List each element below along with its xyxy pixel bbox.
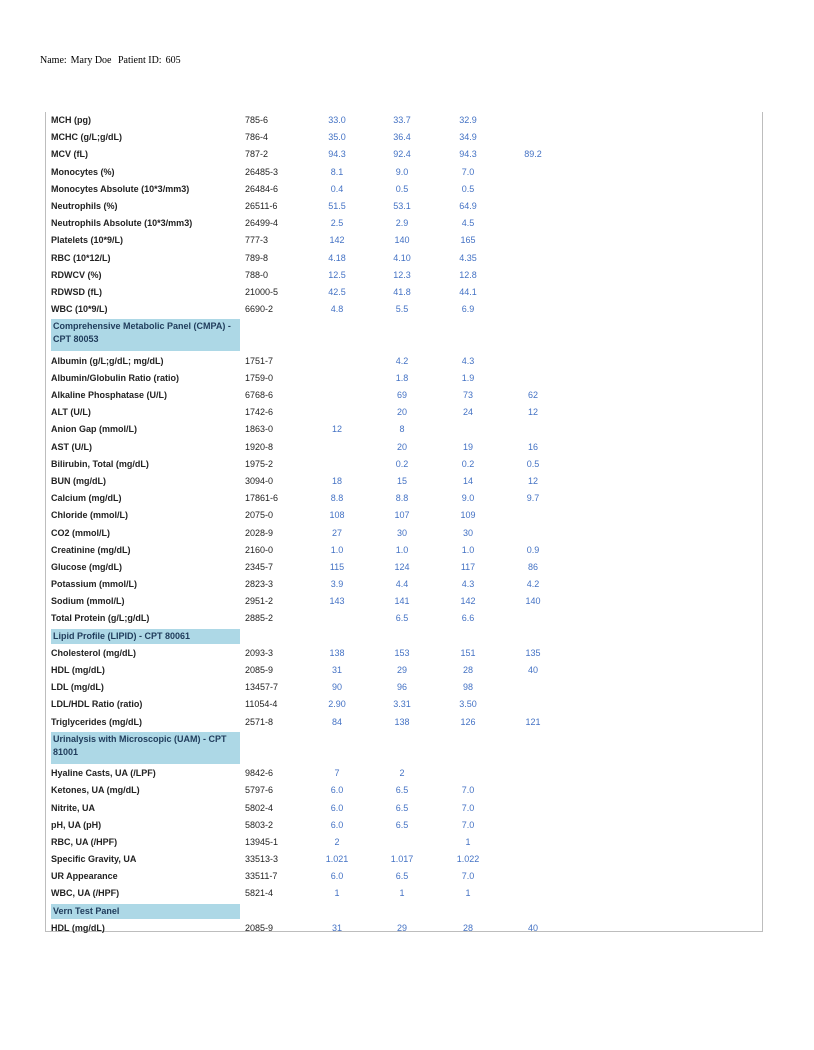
result-value: 5.5 [395, 304, 409, 315]
result-value: 7.0 [461, 871, 475, 882]
result-value: 2.5 [330, 218, 344, 229]
result-value: 1.0 [461, 544, 475, 555]
result-value: 1 [399, 888, 405, 899]
section-title: Lipid Profile (LIPID) - CPT 80061 [51, 629, 240, 644]
table-row [51, 610, 751, 627]
table-row [51, 181, 751, 198]
result-value: 6.0 [330, 802, 344, 813]
table-row [51, 301, 751, 318]
table-row [51, 800, 751, 817]
loinc-code: 786-4 [245, 132, 269, 143]
table-row [51, 215, 751, 232]
result-value: 0.5 [395, 183, 409, 194]
result-value: 30 [396, 527, 407, 538]
result-value: 4.3 [461, 579, 475, 590]
loinc-code: 26484-6 [245, 183, 279, 194]
table-row [51, 112, 751, 129]
result-value: 33.0 [328, 115, 346, 125]
result-value: 40 [527, 922, 538, 933]
result-value: 6.5 [395, 802, 409, 813]
result-value: 1.017 [390, 854, 414, 865]
test-name: Chloride (mmol/L) [51, 510, 128, 521]
result-value: 98 [462, 682, 473, 693]
section-header-row [51, 318, 751, 352]
result-value: 20 [396, 441, 407, 452]
loinc-code: 5821-4 [245, 888, 274, 899]
result-value: 138 [329, 647, 345, 658]
result-value: 64.9 [459, 200, 477, 211]
result-value: 1 [465, 888, 471, 899]
loinc-code: 1742-6 [245, 407, 274, 418]
result-value: 7.0 [461, 802, 475, 813]
test-name: HDL (mg/dL) [51, 922, 105, 933]
result-value: 0.4 [330, 183, 344, 194]
loinc-code: 6690-2 [245, 304, 274, 315]
test-name: Potassium (mmol/L) [51, 579, 138, 590]
result-value: 4.8 [330, 304, 344, 315]
loinc-code: 2085-9 [245, 922, 274, 933]
result-value: 73 [462, 390, 473, 401]
result-value: 3.9 [330, 579, 344, 590]
test-name: BUN (mg/dL) [51, 475, 106, 486]
result-value: 135 [525, 647, 541, 658]
test-name: Hyaline Casts, UA (/LPF) [51, 768, 156, 779]
loinc-code: 2160-0 [245, 544, 274, 555]
table-row [51, 387, 751, 404]
test-name: Calcium (mg/dL) [51, 493, 122, 504]
result-value: 30 [462, 527, 473, 538]
table-row [51, 353, 751, 370]
result-value: 0.5 [526, 458, 540, 469]
test-name: Neutrophils Absolute (10*3/mm3) [51, 218, 193, 229]
table-row [51, 714, 751, 731]
table-row [51, 129, 751, 146]
loinc-code: 2093-3 [245, 647, 274, 658]
test-name: MCHC (g/L;g/dL) [51, 132, 122, 143]
loinc-code: 13945-1 [245, 836, 279, 847]
result-value: 142 [329, 235, 345, 246]
result-value: 6.9 [461, 304, 475, 315]
result-value: 0.2 [395, 458, 409, 469]
result-value: 90 [331, 682, 342, 693]
loinc-code: 9842-6 [245, 768, 274, 779]
result-value: 7.0 [461, 166, 475, 177]
result-value: 2 [399, 768, 405, 779]
test-name: Monocytes (%) [51, 166, 115, 177]
name-label: Name: [40, 55, 67, 66]
result-value: 84 [331, 716, 342, 727]
patient-header [40, 55, 185, 66]
loinc-code: 3094-0 [245, 475, 274, 486]
table-row [51, 782, 751, 799]
result-value: 12.5 [328, 269, 346, 280]
results-table [51, 112, 751, 937]
loinc-code: 2823-3 [245, 579, 274, 590]
result-value: 8 [399, 424, 405, 435]
loinc-code: 6768-6 [245, 390, 274, 401]
table-row [51, 696, 751, 713]
table-row [51, 559, 751, 576]
result-value: 8.8 [330, 493, 344, 504]
result-value: 16 [527, 441, 538, 452]
test-name: Triglycerides (mg/dL) [51, 716, 143, 727]
loinc-code: 1759-0 [245, 372, 274, 383]
result-value: 3.31 [393, 699, 411, 710]
result-value: 1 [465, 836, 471, 847]
test-name: WBC (10*9/L) [51, 304, 108, 315]
result-value: 6.5 [395, 613, 409, 624]
test-name: MCV (fL) [51, 149, 88, 160]
test-name: Platelets (10*9/L) [51, 235, 124, 246]
result-value: 4.10 [393, 252, 411, 263]
test-name: CO2 (mmol/L) [51, 527, 111, 538]
result-value: 6.6 [461, 613, 475, 624]
result-value: 7.0 [461, 785, 475, 796]
result-value: 31 [331, 665, 342, 676]
result-value: 165 [460, 235, 476, 246]
loinc-code: 17861-6 [245, 493, 279, 504]
table-row [51, 473, 751, 490]
result-value: 1 [334, 888, 340, 899]
result-value: 53.1 [393, 200, 411, 211]
table-row [51, 868, 751, 885]
section-header-row [51, 731, 751, 765]
test-name: Creatinine (mg/dL) [51, 544, 131, 555]
result-value: 32.9 [459, 115, 477, 125]
loinc-code: 11054-4 [245, 699, 278, 710]
test-name: LDL/HDL Ratio (ratio) [51, 699, 143, 710]
result-value: 140 [394, 235, 410, 246]
result-value: 140 [525, 596, 541, 607]
table-row [51, 834, 751, 851]
test-name: Bilirubin, Total (mg/dL) [51, 458, 149, 469]
loinc-code: 33513-3 [245, 854, 279, 865]
table-row [51, 456, 751, 473]
result-value: 4.35 [459, 252, 477, 263]
test-name: Anion Gap (mmol/L) [51, 424, 137, 435]
result-value: 126 [460, 716, 476, 727]
patient-name: Mary Doe [70, 55, 112, 66]
result-value: 24 [462, 407, 473, 418]
result-value: 44.1 [459, 286, 477, 297]
test-name: LDL (mg/dL) [51, 682, 104, 693]
test-name: pH, UA (pH) [51, 819, 102, 830]
test-name: Total Protein (g/L;g/dL) [51, 613, 150, 624]
result-value: 151 [460, 647, 476, 658]
loinc-code: 13457-7 [245, 682, 279, 693]
table-row [51, 439, 751, 456]
loinc-code: 26485-3 [245, 166, 279, 177]
result-value: 1.9 [461, 372, 475, 383]
result-value: 33.7 [393, 115, 411, 125]
result-value: 9.7 [526, 493, 540, 504]
table-row [51, 679, 751, 696]
loinc-code: 2571-8 [245, 716, 274, 727]
loinc-code: 2085-9 [245, 665, 274, 676]
result-value: 6.0 [330, 819, 344, 830]
result-value: 6.5 [395, 785, 409, 796]
result-value: 8.1 [330, 166, 344, 177]
section-title: Vern Test Panel [51, 904, 240, 919]
result-value: 6.5 [395, 871, 409, 882]
test-name: Ketones, UA (mg/dL) [51, 785, 140, 796]
result-value: 12 [527, 407, 538, 418]
test-name: HDL (mg/dL) [51, 665, 105, 676]
table-row [51, 885, 751, 902]
test-name: Nitrite, UA [51, 802, 96, 813]
result-value: 109 [460, 510, 476, 521]
result-value: 96 [396, 682, 407, 693]
result-value: 94.3 [328, 149, 346, 160]
result-value: 94.3 [459, 149, 477, 160]
table-row [51, 765, 751, 782]
result-value: 0.2 [461, 458, 475, 469]
loinc-code: 1975-2 [245, 458, 274, 469]
section-header-row [51, 903, 751, 920]
result-value: 7 [334, 768, 340, 779]
loinc-code: 1863-0 [245, 424, 274, 435]
loinc-code: 789-8 [245, 252, 269, 263]
table-row [51, 404, 751, 421]
result-value: 2 [334, 836, 340, 847]
loinc-code: 26511-6 [245, 200, 278, 211]
loinc-code: 2345-7 [245, 561, 274, 572]
result-value: 0.9 [526, 544, 540, 555]
result-value: 1.0 [395, 544, 409, 555]
test-name: MCH (pg) [51, 115, 91, 125]
result-value: 40 [527, 665, 538, 676]
result-value: 12 [331, 424, 342, 435]
result-value: 69 [396, 390, 407, 401]
table-row [51, 542, 751, 559]
loinc-code: 21000-5 [245, 286, 279, 297]
test-name: Sodium (mmol/L) [51, 596, 125, 607]
result-value: 28 [462, 922, 473, 933]
test-name: ALT (U/L) [51, 407, 91, 418]
loinc-code: 777-3 [245, 235, 269, 246]
result-value: 18 [331, 475, 342, 486]
result-value: 35.0 [328, 132, 346, 143]
table-row [51, 576, 751, 593]
table-row [51, 421, 751, 438]
table-row [51, 267, 751, 284]
result-value: 107 [394, 510, 410, 521]
patient-id: 605 [165, 55, 181, 66]
section-title: Comprehensive Metabolic Panel (CMPA) - CPT 80053 [51, 319, 240, 351]
test-name: Specific Gravity, UA [51, 854, 137, 865]
loinc-code: 5802-4 [245, 802, 274, 813]
table-row [51, 507, 751, 524]
result-value: 143 [329, 596, 345, 607]
result-value: 27 [331, 527, 342, 538]
result-value: 4.2 [526, 579, 540, 590]
test-name: Albumin (g/L;g/dL; mg/dL) [51, 355, 164, 366]
result-value: 7.0 [461, 819, 475, 830]
result-value: 153 [394, 647, 410, 658]
table-row [51, 645, 751, 662]
result-value: 1.022 [456, 854, 480, 865]
result-value: 4.18 [328, 252, 346, 263]
result-value: 28 [462, 665, 473, 676]
result-value: 0.5 [461, 183, 475, 194]
test-name: AST (U/L) [51, 441, 92, 452]
test-name: Cholesterol (mg/dL) [51, 647, 136, 658]
table-row [51, 525, 751, 542]
loinc-code: 2885-2 [245, 613, 274, 624]
result-value: 2.90 [328, 699, 346, 710]
loinc-code: 2075-0 [245, 510, 274, 521]
result-value: 51.5 [328, 200, 346, 211]
result-value: 141 [394, 596, 410, 607]
result-value: 9.0 [461, 493, 475, 504]
loinc-code: 785-6 [245, 115, 269, 125]
result-value: 8.8 [395, 493, 409, 504]
test-name: Albumin/Globulin Ratio (ratio) [51, 372, 179, 383]
result-value: 108 [329, 510, 345, 521]
test-name: Alkaline Phosphatase (U/L) [51, 390, 168, 401]
loinc-code: 788-0 [245, 269, 269, 280]
test-name: RDWCV (%) [51, 269, 102, 280]
result-value: 138 [394, 716, 410, 727]
result-value: 6.5 [395, 819, 409, 830]
loinc-code: 33511-7 [245, 871, 278, 882]
table-row [51, 284, 751, 301]
section-title: Urinalysis with Microscopic (UAM) - CPT 81001 [51, 732, 240, 764]
result-value: 34.9 [459, 132, 477, 143]
result-value: 2.9 [395, 218, 409, 229]
result-value: 29 [396, 922, 407, 933]
table-row [51, 593, 751, 610]
loinc-code: 2028-9 [245, 527, 274, 538]
result-value: 142 [460, 596, 476, 607]
result-value: 3.50 [459, 699, 477, 710]
test-name: Neutrophils (%) [51, 200, 118, 211]
test-name: WBC, UA (/HPF) [51, 888, 120, 899]
result-value: 4.3 [461, 355, 475, 366]
result-value: 41.8 [393, 286, 411, 297]
result-value: 6.0 [330, 785, 344, 796]
table-row [51, 920, 751, 937]
table-row [51, 851, 751, 868]
table-row [51, 817, 751, 834]
loinc-code: 5797-6 [245, 785, 274, 796]
result-value: 4.4 [395, 579, 409, 590]
test-name: RBC, UA (/HPF) [51, 836, 118, 847]
test-name: UR Appearance [51, 871, 118, 882]
result-value: 12.8 [459, 269, 477, 280]
result-value: 1.021 [325, 854, 349, 865]
table-row [51, 370, 751, 387]
loinc-code: 5803-2 [245, 819, 274, 830]
table-row [51, 232, 751, 249]
patient-id-label: Patient ID: [117, 55, 162, 66]
result-value: 20 [396, 407, 407, 418]
result-value: 36.4 [393, 132, 411, 143]
test-name: RDWSD (fL) [51, 286, 102, 297]
result-value: 121 [525, 716, 541, 727]
table-row [51, 490, 751, 507]
table-row [51, 198, 751, 215]
result-value: 4.5 [461, 218, 475, 229]
loinc-code: 26499-4 [245, 218, 279, 229]
table-row [51, 146, 751, 163]
result-value: 86 [527, 561, 538, 572]
loinc-code: 2951-2 [245, 596, 274, 607]
result-value: 9.0 [395, 166, 409, 177]
table-row [51, 250, 751, 267]
result-value: 19 [462, 441, 473, 452]
result-value: 124 [394, 561, 410, 572]
loinc-code: 787-2 [245, 149, 269, 160]
result-value: 4.2 [395, 355, 409, 366]
result-value: 29 [396, 665, 407, 676]
result-value: 62 [527, 390, 538, 401]
result-value: 1.8 [395, 372, 409, 383]
result-value: 42.5 [328, 286, 346, 297]
result-value: 15 [396, 475, 407, 486]
result-value: 92.4 [393, 149, 411, 160]
result-value: 89.2 [524, 149, 542, 160]
loinc-code: 1920-8 [245, 441, 274, 452]
result-value: 12.3 [393, 269, 411, 280]
test-name: RBC (10*12/L) [51, 252, 111, 263]
result-value: 31 [331, 922, 342, 933]
result-value: 115 [329, 561, 345, 572]
table-row [51, 662, 751, 679]
result-value: 1.0 [330, 544, 344, 555]
section-header-row [51, 628, 751, 645]
table-row [51, 164, 751, 181]
result-value: 14 [462, 475, 473, 486]
result-value: 12 [527, 475, 538, 486]
result-value: 117 [460, 561, 476, 572]
result-value: 6.0 [330, 871, 344, 882]
test-name: Glucose (mg/dL) [51, 561, 123, 572]
loinc-code: 1751-7 [245, 355, 274, 366]
test-name: Monocytes Absolute (10*3/mm3) [51, 183, 190, 194]
